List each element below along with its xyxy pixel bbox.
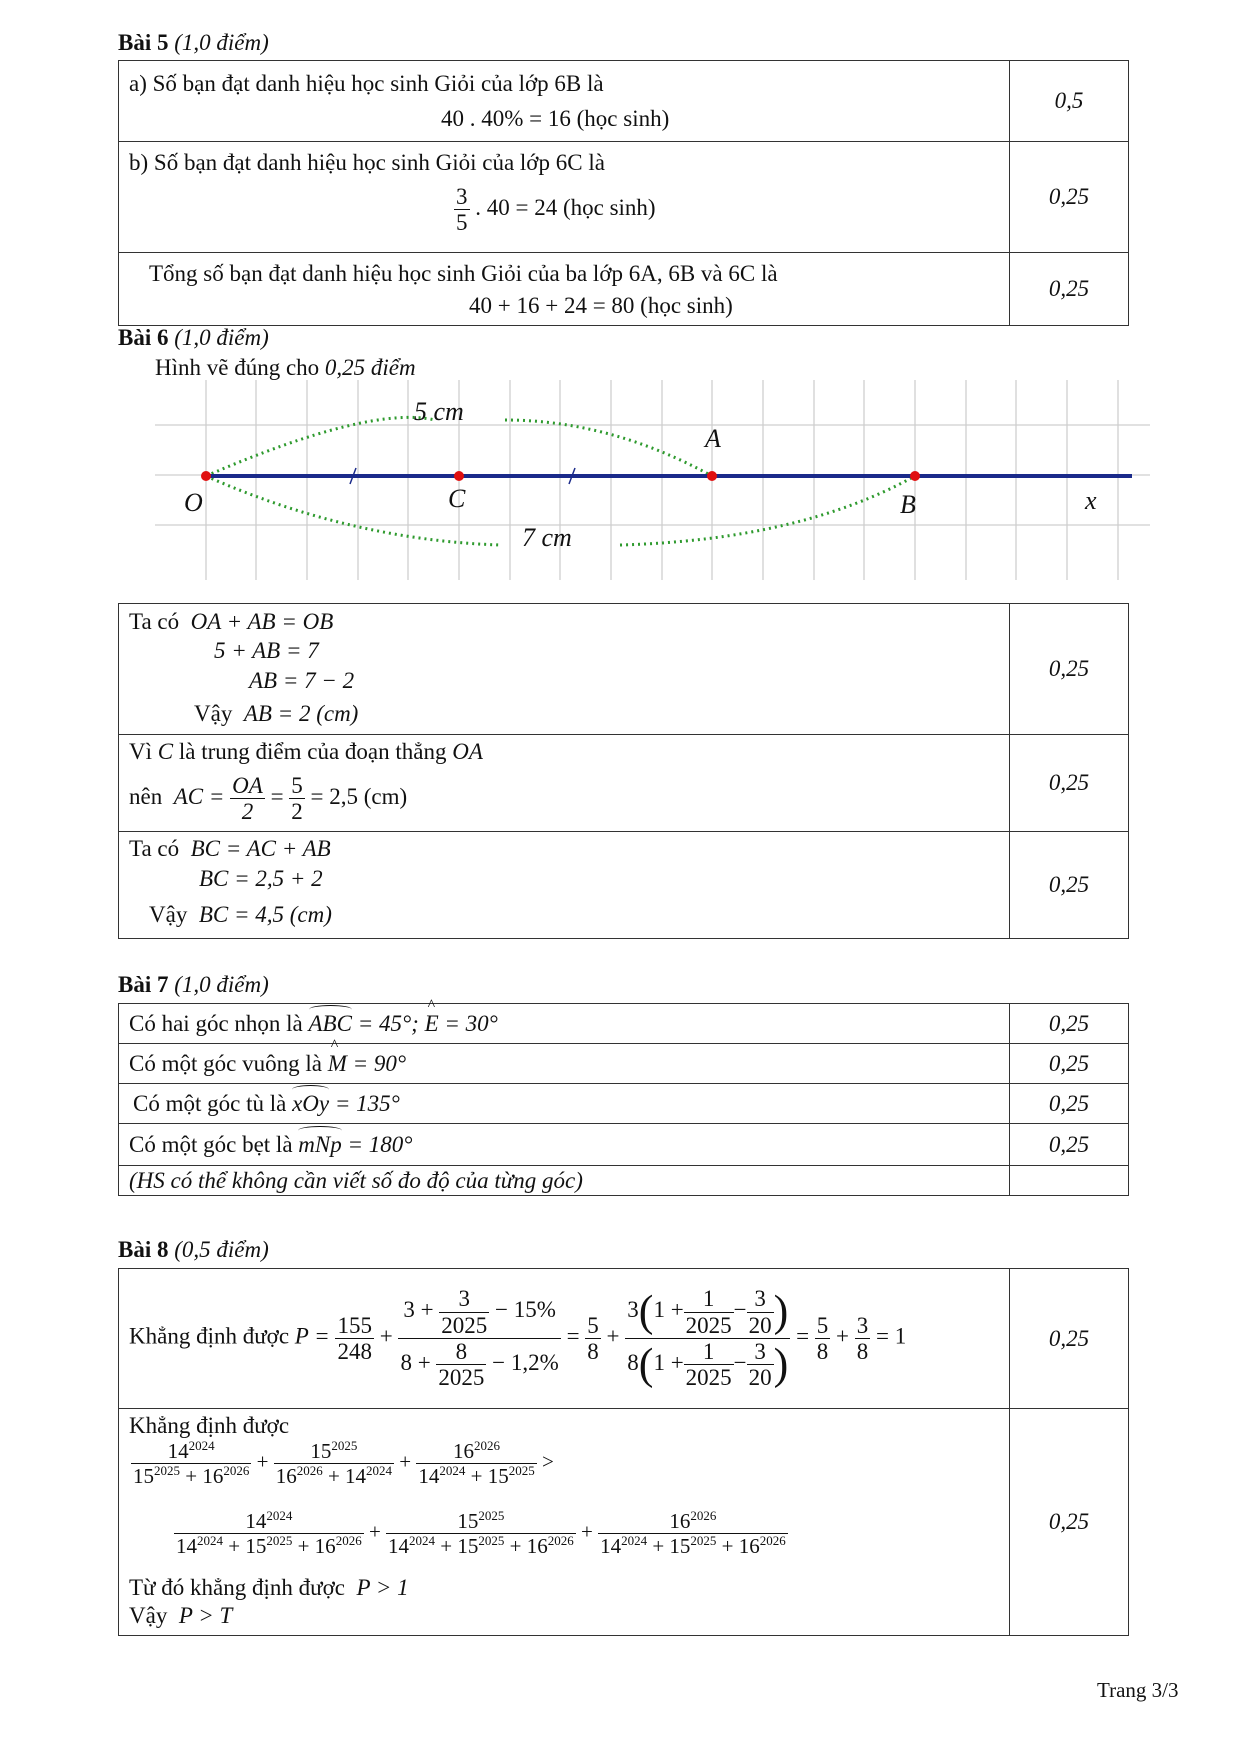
bai8-row2-content [119,1409,1009,1635]
bai7-note: (HS có thể không cần viết số đo độ của từng góc) [119,1166,1010,1196]
bai5-row-b [119,142,1129,253]
bai7-heading: Bài 7 (1,0 điểm) [118,972,269,997]
arc-7cm-right [620,476,915,545]
bai8-row2-ineq-line2: $\frac{14^{2024}}{14^{2024} + 15^{2025} + 16^{2026}}$ + $\frac{15^{2025}}{14^{2024} + 15^{2025} + 16^{2026}}$ + $\frac{16^{2026}}{14^{2024} + 15^{2025} + 16^{2026}}$ [176,1508,786,1559]
bai7-row3-score: 0,25 [1010,1084,1129,1124]
bai7-table [118,1003,1129,1196]
bai8-table [118,1268,1129,1636]
bai8-row2-l1: Khẳng định được [129,1413,290,1438]
bai6-row1-l4: Vậy AB = 2 (cm) [194,701,359,726]
label-5cm: 5 cm [414,397,464,426]
label-a: A [705,424,721,453]
bai8-row-1 [119,1269,1129,1409]
bai7-row2-text: Có một góc vuông là ^ M = 90° [119,1044,1010,1084]
page-footer: Trang 3/3 [1097,1678,1179,1702]
bai5-row-a-text: a) Số bạn đạt danh hiệu học sinh Giỏi của lớp 6B là [129,71,604,96]
bai6-row3-l1: Ta có BC = AC + AB [129,836,331,861]
label-b: B [900,490,916,519]
bai8-row2-l6: Vậy P > T [129,1603,233,1628]
bai6-row2-score: 0,25 [1010,735,1129,832]
label-7cm: 7 cm [522,523,572,552]
bai7-row2-score: 0,25 [1010,1044,1129,1084]
bai5-row-c-text: Tổng số bạn đạt danh hiệu học sinh Giỏi của ba lớp 6A, 6B và 6C là [149,261,778,286]
grid [155,380,1150,580]
bai6-row-3 [119,832,1129,939]
bai6-row1-l3: AB = 7 − 2 [249,668,355,693]
bai7-row4-text: Có một góc bẹt là mNp = 180° [119,1124,1010,1166]
bai6-row3-l2: BC = 2,5 + 2 [199,866,323,891]
bai6-row3-l3: Vậy BC = 4,5 (cm) [149,902,332,927]
bai7-row4-score: 0,25 [1010,1124,1129,1166]
bai6-drawing-note: Hình vẽ đúng cho 0,25 điểm [155,355,416,380]
label-c: C [448,484,466,513]
bai7-row-4 [119,1124,1129,1166]
bai6-row1-l2: 5 + AB = 7 [214,638,319,663]
bai8-row2-score: 0,25 [1010,1409,1129,1636]
bai5-heading: Bài 5 (1,0 điểm) [118,30,269,55]
bai8-row-2 [119,1409,1129,1636]
bai5-row-a-score: 0,5 [1010,61,1129,142]
bai5-table [118,60,1129,326]
bai6-row1-l1: Ta có OA + AB = OB [129,609,334,634]
bai8-heading: Bài 8 (0,5 điểm) [118,1237,269,1262]
bai5-row-c-formula: 40 + 16 + 24 = 80 (học sinh) [469,293,733,318]
bai7-row1-text: Có hai góc nhọn là ABC = 45°; ^ E = 30° [119,1004,1010,1044]
label-x: x [1085,486,1097,515]
point-c [454,471,464,481]
point-b [910,471,920,481]
bai5-row-b-score: 0,25 [1010,142,1129,253]
bai6-row2-l2: nên AC = $\frac{OA}{2}$ = $\frac{5}{2}$ = 2,5 (cm) [129,773,408,825]
bai6-table [118,603,1129,939]
bai7-row-note [119,1166,1129,1196]
bai7-row2-math: ^ M = 90° [328,1051,406,1076]
bai5-row-b-formula: $\frac{3}{5}$ . 40 = 24 (học sinh) [456,184,656,236]
bai7-row-3 [119,1084,1129,1124]
bai5-row-b-text: b) Số bạn đạt danh hiệu học sinh Giỏi của lớp 6C là [129,150,605,175]
bai6-heading: Bài 6 (1,0 điểm) [118,325,269,350]
bai8-row1-score: 0,25 [1010,1269,1129,1409]
bai7-row1-score: 0,25 [1010,1004,1129,1044]
bai8-row2-l5: Từ đó khẳng định được P > 1 [129,1575,409,1600]
arc-5cm-right [505,420,712,476]
bai6-row3-score: 0,25 [1010,832,1129,939]
bai5-row-a-formula: 40 . 40% = 16 (học sinh) [441,106,670,131]
point-a [707,471,717,481]
bai6-row-1 [119,604,1129,735]
angle-e: ^ E [425,1011,439,1037]
bai5-row-a [119,61,1129,142]
bai7-row3-text: Có một góc tù là xOy = 135° [119,1084,1010,1124]
bai7-row4-math: mNp = 180° [298,1131,413,1157]
bai5-row-c [119,253,1129,326]
point-o [201,471,211,481]
angle-abc: ABC [308,1010,352,1036]
bai6-row-2 [119,735,1129,832]
label-o: O [184,488,203,517]
bai7-row-2 [119,1044,1129,1084]
bai6-figure [150,380,1150,580]
bai5-row-c-score: 0,25 [1010,253,1129,326]
bai8-row1-content: Khẳng định được P = $\frac{155}{248}$ + 3 + $\frac{3}{2025}$ − 15% 8 + $\frac{8}{2025}$ − 1,2% = $\frac{5}{8}$ + 3(1 + $\frac{1}{2025}$ − $\frac{3}{20}$ ) 8(1 + $\frac{1}{2025}$ − $\frac{3}{20}$ ) = $\frac{5}{8}$ + $\frac{3}{8}$ = 1 [119,1269,1010,1409]
bai7-row1-math: ABC = 45°; ^ E = 30° [309,1011,498,1036]
arc-5cm-left [206,417,435,476]
bai6-row1-score: 0,25 [1010,604,1129,735]
bai6-row2-l1: Vì C là trung điểm của đoạn thẳng OA [129,739,483,764]
bai8-row2-ineq-line1: $\frac{14^{2024}}{15^{2025} + 16^{2026}}$ + $\frac{15^{2025}}{16^{2026} + 14^{2024}}$ + $\frac{16^{2026}}{14^{2024} + 15^{2025}}$ > [133,1438,554,1489]
bai7-row-1 [119,1004,1129,1044]
bai7-row3-math: xOy = 135° [292,1090,400,1116]
